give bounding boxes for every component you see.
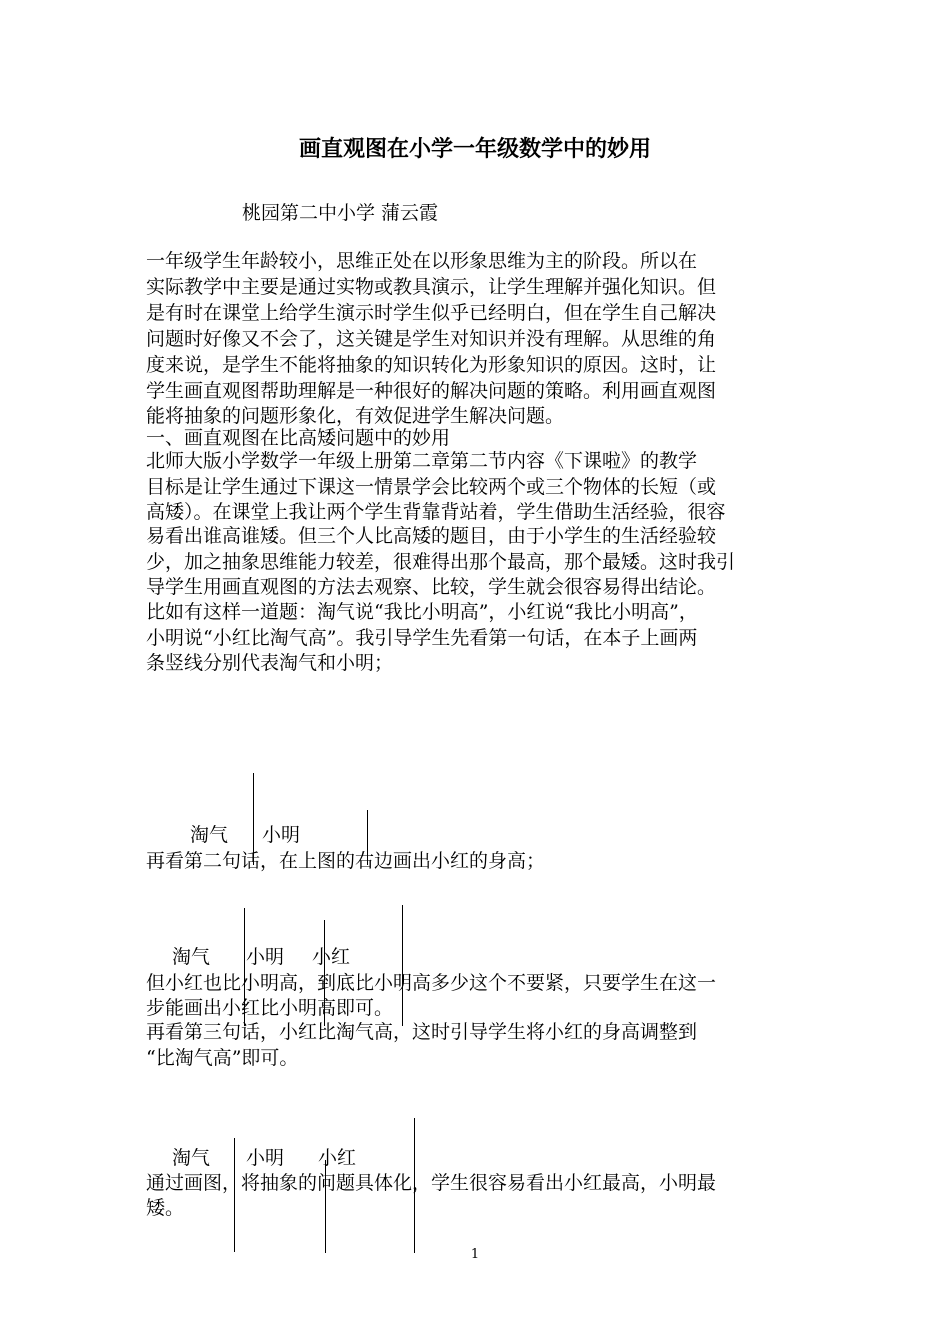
section-heading: 一、画直观图在比高矮问题中的妙用 (146, 427, 451, 449)
body-line: 步能画出小红比小明高即可。 (146, 997, 394, 1019)
intro-line: 能将抽象的问题形象化，有效促进学生解决问题。 (146, 405, 565, 427)
figure-label: 小明 (246, 1147, 285, 1169)
figure-label: 小红 (312, 946, 351, 968)
author-line: 桃园第二中小学 蒲云霞 (242, 202, 439, 224)
intro-line: 一年级学生年龄较小，思维正处在以形象思维为主的阶段。所以在 (146, 250, 698, 272)
figure-label: 淘气 (190, 824, 229, 846)
body-line: 再看第三句话，小红比淘气高，这时引导学生将小红的身高调整到 (146, 1021, 698, 1043)
height-line-xiaohong (402, 905, 403, 1026)
body-line: 导学生用画直观图的方法去观察、比较，学生就会很容易得出结论。 (146, 576, 717, 598)
document-title: 画直观图在小学一年级数学中的妙用 (298, 136, 651, 162)
body-line: 少，加之抽象思维能力较差，很难得出那个最高，那个最矮。这时我引 (146, 551, 736, 573)
body-line: 通过画图，将抽象的问题具体化，学生很容易看出小红最高，小明最 (146, 1172, 717, 1194)
intro-line: 问题时好像又不会了，这关键是学生对知识并没有理解。从思维的角 (146, 328, 717, 350)
body-line: 北师大版小学数学一年级上册第二章第二节内容《下课啦》的教学 (146, 450, 698, 472)
intro-line: 学生画直观图帮助理解是一种很好的解决问题的策略。利用画直观图 (146, 380, 717, 402)
intro-line: 度来说，是学生不能将抽象的知识转化为形象知识的原因。这时，让 (146, 354, 717, 376)
page-number: 1 (470, 1247, 480, 1262)
figure-label: 淘气 (172, 946, 211, 968)
intro-line: 实际教学中主要是通过实物或教具演示，让学生理解并强化知识。但 (146, 276, 717, 298)
figure-label: 小红 (318, 1147, 357, 1169)
body-line: 但小红也比小明高，到底比小明高多少这个不要紧，只要学生在这一 (146, 972, 717, 994)
body-line: 目标是让学生通过下课这一情景学会比较两个或三个物体的长短（或 (146, 476, 717, 498)
body-line: 再看第二句话，在上图的右边画出小红的身高； (146, 850, 546, 872)
body-line: 高矮）。在课堂上我让两个学生背靠背站着，学生借助生活经验，很容 (146, 501, 726, 523)
body-line: “比淘气高”即可。 (146, 1047, 299, 1069)
body-line: 比如有这样一道题：淘气说“我比小明高”，小红说“我比小明高”， (146, 601, 698, 623)
figure-label: 小明 (246, 946, 285, 968)
body-line: 矮。 (146, 1197, 185, 1219)
body-line: 易看出谁高谁矮。但三个人比高矮的题目，由于小学生的生活经验较 (146, 525, 717, 547)
figure-label: 淘气 (172, 1147, 211, 1169)
body-line: 条竖线分别代表淘气和小明； (146, 652, 394, 674)
body-line: 小明说“小红比淘气高”。我引导学生先看第一句话，在本子上画两 (146, 627, 698, 649)
intro-line: 是有时在课堂上给学生演示时学生似乎已经明白，但在学生自己解决 (146, 302, 717, 324)
figure-label: 小明 (262, 824, 301, 846)
